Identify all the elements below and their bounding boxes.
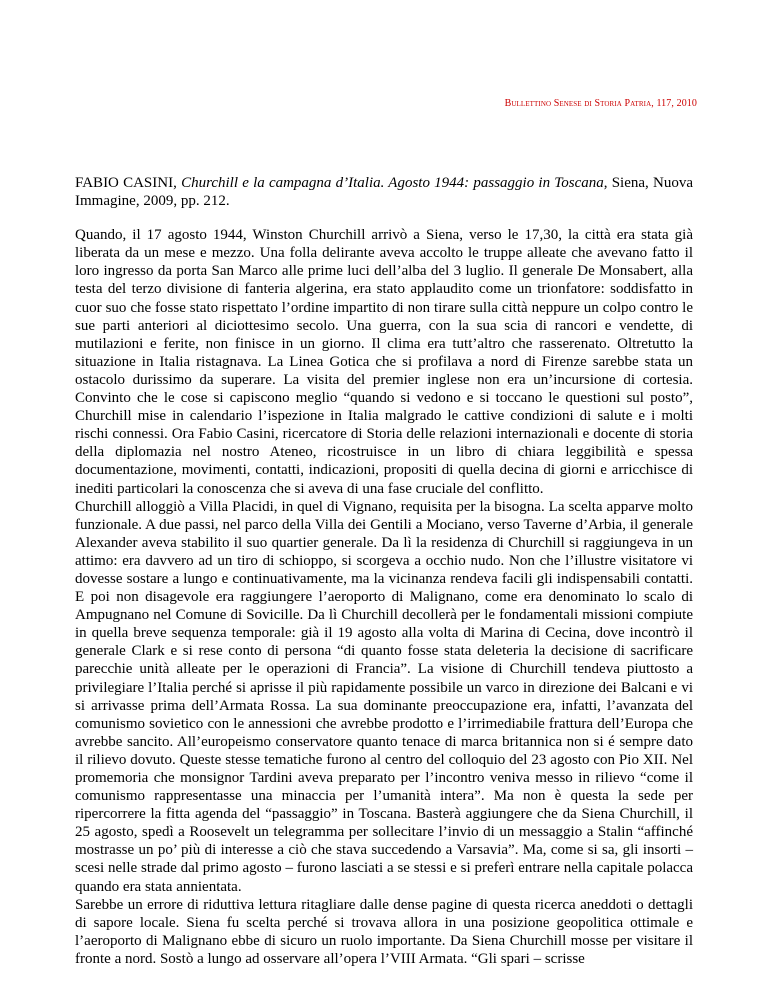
book-author: FABIO CASINI	[75, 175, 174, 191]
book-publication: Siena, Nuova Immagine, 2009, pp. 212.	[75, 175, 693, 210]
review-content	[75, 174, 693, 968]
journal-name: Bullettino Senese di Storia Patria	[504, 98, 652, 109]
journal-year: 2010	[676, 98, 697, 109]
book-citation: FABIO CASINI, Churchill e la campagna d’Italia. Agosto 1944: passaggio in Toscana, Siena, Nuova Immagine, 2009, pp. 212.	[75, 175, 693, 210]
journal-volume: 117	[656, 98, 672, 109]
body-paragraph: Churchill alloggiò a Villa Placidi, in quel di Vignano, requisita per la bisogna. La scelta apparve molto funzionale. A due passi, nel parco della Villa dei Gentili a Mociano, verso Taverne d’Arbia, il generale Alexander aveva stabilito il suo quartier generale. Da lì la residenza di Churchill si raggiungeva in un attimo: era davvero ad un tiro di schioppo, si scorgeva a occhio nudo. Non che l’illustre visitatore vi dovesse sostare a lungo e continuativamente, ma la vicinanza rendeva facili gli indispensabili contatti. E poi non disagevole era raggiungere l’aeroporto di Malignano, come era denominato lo scalo di Ampugnano nel Comune di Sovicille. Da lì Churchill decollerà per le fondamentali missioni compiute in quella breve sequenza temporale: già il 19 agosto alla volta di Marina di Cecina, dove incontrò il generale Clark e si rese conto di persona “di quanto fosse stata deleteria la decisione di sacrificare parecchie unità alleate per le operazioni di Francia”. La visione di Churchill tendeva piuttosto a privilegiare l’Italia perché si aprisse il più rapidamente possibile un varco in direzione dei Balcani e vi si arrivasse prima dell’Armata Rossa. La sua dominante preoccupazione era, infatti, l’avanzata del comunismo sovietico con le annessioni che avrebbe prodotto e l’irrimediabile frattura dell’Europa che avrebbe sancito. All’europeismo conservatore quanto tenace di marca britannica non si é sempre dato il rilievo dovuto. Queste stesse tematiche furono al centro del colloquio del 23 agosto con Pio XII. Nel promemoria che monsignor Tardini aveva preparato per l’incontro veniva messo in rilievo “come il comunismo rappresentasse una minaccia per l’umanità intera”. Ma non è questa la sede per ripercorrere la fitta agenda del “passaggio” in Toscana. Basterà aggiungere che da Siena Churchill, il 25 agosto, spedì a Roosevelt un telegramma per sollecitare l’invio di un messaggio a Stalin “affinché mostrasse un po’ più di interesse a ciò che stava succedendo a Varsavia”. Ma, come si sa, gli insorti – scesi nelle strade dal primo agosto – furono lasciati a se stessi e si preferì entrare nella capitale polacca quando era stata annientata.	[75, 498, 693, 895]
body-paragraph: Quando, il 17 agosto 1944, Winston Churchill arrivò a Siena, verso le 17,30, la città era stata già liberata da un mese e mezzo. Una folla delirante aveva accolto le truppe alleate che avevano fatto il loro ingresso da porta San Marco alle prime luci dell’alba del 3 luglio. Il generale De Monsabert, alla testa del terzo divisione di fanteria algerina, era stato applaudito come un trionfatore: soddisfatto in cuor suo che fosse stato rispettato l’ordine impartito di non tirare sulla città neppure un colpo contro le sue parti anteriori al diciottesimo secolo. Una guerra, con la sua scia di rancori e vendette, di mutilazioni e ferite, non finisce in un giorno. Il clima era tutt’altro che rasserenato. Oltretutto la situazione in Italia ristagnava. La Linea Gotica che si profilava a nord di Firenze sarebbe stata un ostacolo durissimo da superare. La visita del premier inglese non era un’incursione di cortesia. Convinto che le cose si capiscono meglio “quando si vedono e si toccano le questioni sul posto”, Churchill mise in calendario l’ispezione in Italia malgrado le cattive condizioni di salute e i molti rischi connessi. Ora Fabio Casini, ricercatore di Storia delle relazioni internazionali e docente di storia della diplomazia nel nostro Ateneo, ricostruisce in un libro di chiara leggibilità e spessa documentazione, movimenti, contatti, indicazioni, propositi di quella decina di giorni e arricchisce di inediti particolari la conoscenza che si aveva di una fase cruciale del conflitto.	[75, 227, 693, 497]
running-head: Bullettino Senese di Storia Patria, 117, 2010	[504, 98, 697, 109]
body-paragraph: Sarebbe un errore di riduttiva lettura ritagliare dalle dense pagine di questa ricerca aneddoti o dettagli di sapore locale. Siena fu scelta perché si trovava allora in una posizione geopolitica ottimale e l’aeroporto di Malignano ebbe di sicuro un ruolo importante. Da Siena Churchill mosse per visitare il fronte a nord. Sostò a lungo ad osservare all’opera l’VIII Armata. “Gli spari – scrisse	[75, 896, 693, 967]
book-title: Churchill e la campagna d’Italia. Agosto 1944: passaggio in Toscana	[181, 175, 604, 191]
